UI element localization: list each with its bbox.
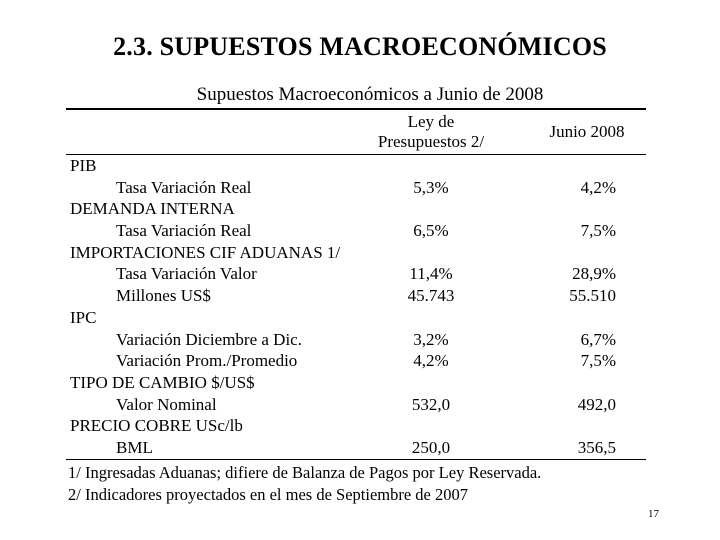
assumptions-table: [66, 108, 646, 506]
row-label: Millones US$: [116, 286, 211, 306]
col-header-ley-presupuestos: [356, 112, 506, 152]
value-junio: 55.510: [569, 286, 616, 306]
row-label: Valor Nominal: [116, 394, 217, 414]
table-row: [66, 350, 646, 372]
value-ley: 250,0: [411, 437, 451, 457]
value-ley: 4,2%: [413, 351, 449, 371]
table-row: [66, 263, 646, 285]
row-label: Tasa Variación Real: [116, 221, 252, 241]
row-label: IMPORTACIONES CIF ADUANAS 1/: [70, 242, 341, 262]
table-row: [66, 437, 646, 459]
table-row: [66, 285, 646, 307]
table-row: [66, 372, 646, 394]
row-label: BML: [116, 437, 153, 457]
row-label: Tasa Variación Valor: [116, 264, 257, 284]
footnote-1: 1/ Ingresadas Aduanas; difiere de Balanza de Pagos por Ley Reservada.: [68, 462, 542, 482]
page-number: 17: [648, 508, 659, 520]
table-row: [66, 177, 646, 199]
table-row: [66, 415, 646, 437]
table-body: [66, 155, 646, 459]
col-header-junio-2008: Junio 2008: [549, 122, 625, 141]
table-row: [66, 242, 646, 264]
value-ley: 6,5%: [413, 221, 449, 241]
value-ley: 5,3%: [413, 177, 449, 197]
row-label: DEMANDA INTERNA: [70, 199, 235, 219]
table-row: [66, 220, 646, 242]
row-label: PIB: [70, 156, 97, 175]
row-label: TIPO DE CAMBIO $/US$: [70, 372, 255, 392]
table-row: [66, 307, 646, 329]
value-junio: 492,0: [577, 394, 616, 414]
row-label: Variación Prom./Promedio: [116, 351, 298, 371]
footnote-2: 2/ Indicadores proyectados en el mes de Septiembre de 2007: [68, 484, 468, 504]
table-row: [66, 329, 646, 351]
footnotes: [66, 462, 646, 506]
slide-title: 2.3. SUPUESTOS MACROECONÓMICOS: [113, 32, 607, 61]
table-header: [66, 110, 646, 154]
value-junio: 7,5%: [580, 221, 616, 241]
table-bottom-rule: [66, 459, 646, 460]
table-row: [66, 394, 646, 416]
row-label: IPC: [70, 307, 97, 327]
table-row: [66, 155, 646, 177]
col-header-line2: Presupuestos 2/: [377, 132, 485, 151]
table-subtitle: Supuestos Macroeconómicos a Junio de 2008: [196, 84, 544, 105]
row-label: PRECIO COBRE USc/lb: [70, 416, 243, 436]
value-ley: 3,2%: [413, 329, 449, 349]
table-row: [66, 198, 646, 220]
value-junio: 356,5: [577, 437, 616, 457]
value-ley: 45.743: [407, 286, 455, 306]
value-ley: 11,4%: [409, 264, 453, 284]
row-label: Variación Diciembre a Dic.: [116, 329, 302, 349]
col-header-line1: Ley de: [407, 112, 455, 131]
value-junio: 7,5%: [580, 351, 616, 371]
value-junio: 6,7%: [580, 329, 616, 349]
value-junio: 28,9%: [572, 264, 616, 284]
row-label: Tasa Variación Real: [116, 177, 252, 197]
value-junio: 4,2%: [580, 177, 616, 197]
value-ley: 532,0: [411, 394, 451, 414]
